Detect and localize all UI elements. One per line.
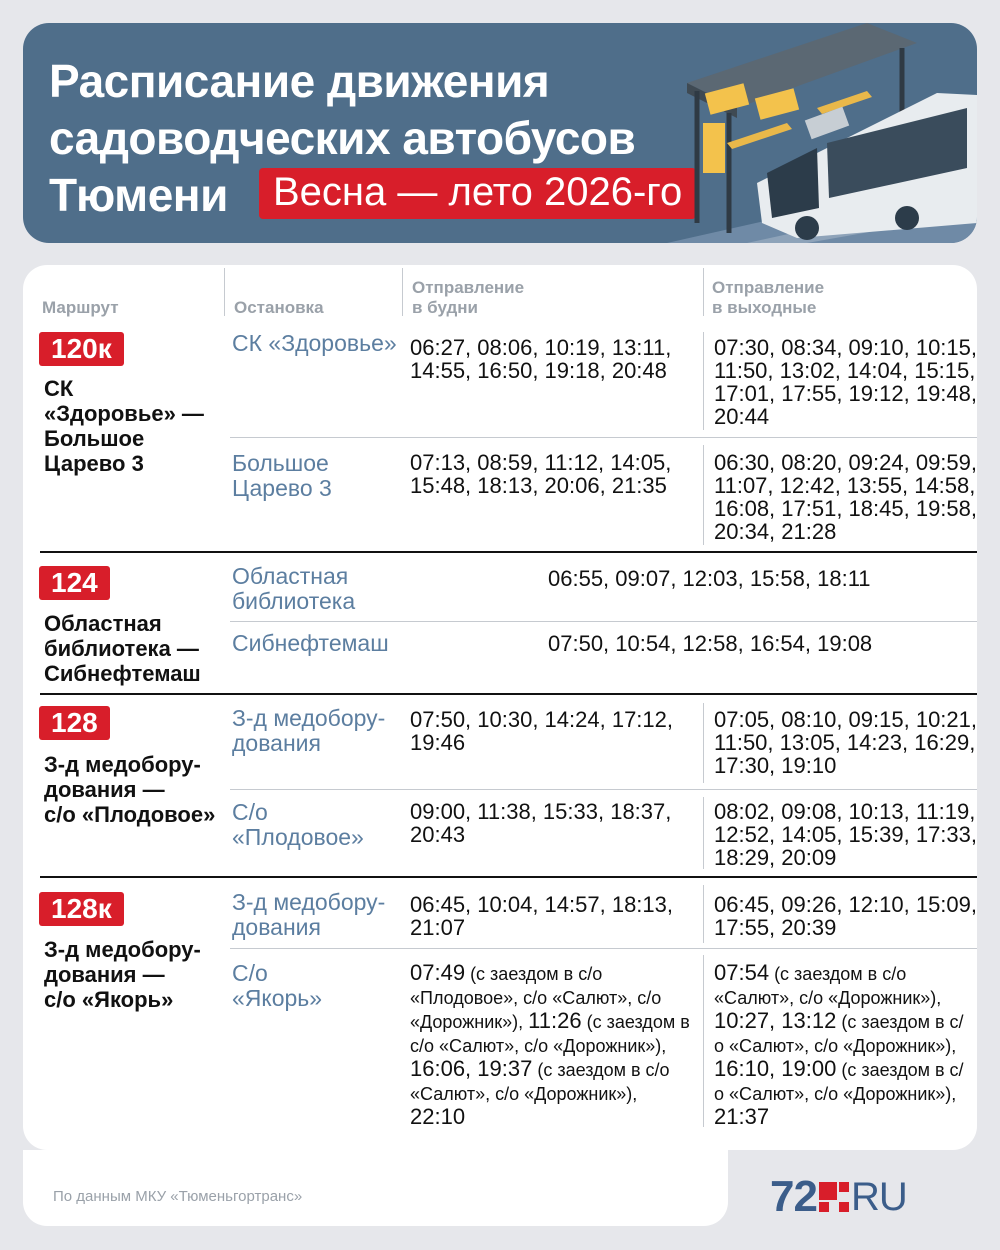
row-divider bbox=[230, 789, 977, 790]
time-note: (с заездом в с/о «Салют», с/о «Дорожник»), bbox=[714, 964, 942, 1008]
time-note: (с заездом в с/о «Салют», с/о «Дорожник»), bbox=[714, 1060, 964, 1104]
logo-number: 72 bbox=[770, 1172, 817, 1221]
weekday-times: 09:00, 11:38, 15:33, 18:37, 20:43 bbox=[410, 799, 672, 847]
divider bbox=[703, 885, 704, 943]
time: 11:26 bbox=[528, 1008, 582, 1033]
logo-text: RU bbox=[850, 1174, 907, 1219]
row-divider bbox=[230, 948, 977, 949]
weekday-times: 07:13, 08:59, 11:12, 14:05, 15:48, 18:13, 20:06, 21:35 bbox=[410, 450, 672, 498]
col-header-weekday: Отправление в будни bbox=[412, 278, 525, 317]
route-name-128: З-д медобору- дования — с/о «Плодовое» bbox=[44, 752, 216, 827]
weekend-times-with-notes bbox=[714, 961, 964, 1128]
season-badge: Весна — лето 2026-го bbox=[259, 168, 696, 219]
time-note: (с заездом в с/о «Салют», с/о «Дорожник»), bbox=[410, 1060, 670, 1104]
divider bbox=[224, 268, 225, 316]
weekend-times: 06:45, 09:26, 12:10, 15:09, 17:55, 20:39 bbox=[714, 892, 978, 940]
stop-name: Сибнефтемаш bbox=[232, 630, 389, 656]
divider bbox=[703, 703, 704, 783]
title-line-2: садоводческих автобусов bbox=[49, 112, 636, 164]
weekday-times: 06:27, 08:06, 10:19, 13:11, 14:55, 16:50, 19:18, 20:48 bbox=[410, 335, 672, 383]
divider bbox=[402, 268, 403, 316]
bus-stop-illustration bbox=[667, 23, 977, 243]
col-header-stop: Остановка bbox=[234, 298, 324, 317]
route-name-120k: СК «Здоровье» — Большое Царево 3 bbox=[44, 376, 204, 476]
source-note: По данным МКУ «Тюменьгортранс» bbox=[53, 1188, 303, 1205]
divider bbox=[703, 445, 704, 545]
stop-name: З-д медобору- дования bbox=[232, 889, 386, 940]
weekend-times: 07:05, 08:10, 09:15, 10:21, 11:50, 13:05, 14:23, 16:29, 17:30, 19:10 bbox=[714, 707, 978, 778]
time: 07:54 bbox=[714, 960, 770, 985]
col-header-route: Маршрут bbox=[42, 298, 119, 317]
time-note: (с заездом в с/о «Салют», с/о «Дорожник»), bbox=[714, 1012, 964, 1056]
stop-name: Большое Царево 3 bbox=[232, 450, 332, 501]
route-badge-128k: 128к bbox=[39, 892, 124, 926]
route-name-128k: З-д медобору- дования — с/о «Якорь» bbox=[44, 937, 201, 1012]
logo-square-icon bbox=[819, 1182, 849, 1212]
time: 16:06, 19:37 bbox=[410, 1056, 533, 1081]
divider bbox=[703, 797, 704, 869]
all-days-times: 07:50, 10:54, 12:58, 16:54, 19:08 bbox=[548, 631, 873, 656]
route-divider bbox=[40, 693, 977, 695]
divider bbox=[703, 955, 704, 1127]
all-days-times: 06:55, 09:07, 12:03, 15:58, 18:11 bbox=[548, 566, 871, 591]
row-divider bbox=[230, 621, 977, 622]
stop-name: С/о «Якорь» bbox=[232, 960, 323, 1011]
route-divider bbox=[40, 551, 977, 553]
weekend-times: 07:30, 08:34, 09:10, 10:15, 11:50, 13:02, 14:04, 15:15, 17:01, 17:55, 19:12, 19:48, 20:44 bbox=[714, 335, 978, 429]
weekday-times: 06:45, 10:04, 14:57, 18:13, 21:07 bbox=[410, 892, 674, 940]
stop-name: З-д медобору- дования bbox=[232, 705, 386, 756]
time-note: (с заездом в с/о «Салют», с/о «Дорожник»), bbox=[410, 1012, 690, 1056]
divider bbox=[703, 332, 704, 430]
time-note: (с заездом в с/о «Плодовое», с/о «Салют», с/о «Дорожник»), bbox=[410, 964, 662, 1032]
stop-name: С/о «Плодовое» bbox=[232, 799, 364, 850]
title-line-1: Расписание движения bbox=[49, 55, 550, 107]
logo-72ru bbox=[770, 1172, 907, 1221]
route-badge-120k: 120к bbox=[39, 332, 124, 366]
time: 22:10 bbox=[410, 1104, 466, 1129]
weekend-times: 06:30, 08:20, 09:24, 09:59, 11:07, 12:42, 13:55, 14:58, 16:08, 17:51, 18:45, 19:58, 20:34, 21:28 bbox=[714, 450, 978, 544]
stop-name: СК «Здоровье» bbox=[232, 330, 397, 356]
route-divider bbox=[40, 876, 977, 878]
weekend-times: 08:02, 09:08, 10:13, 11:19, 12:52, 14:05, 15:39, 17:33, 18:29, 20:09 bbox=[714, 799, 978, 870]
col-header-weekend: Отправление в выходные bbox=[712, 278, 825, 317]
footer bbox=[23, 1150, 728, 1226]
route-badge-124: 124 bbox=[39, 566, 110, 600]
time: 07:49 bbox=[410, 960, 466, 985]
time: 10:27, 13:12 bbox=[714, 1008, 837, 1033]
stop-name: Областная библиотека bbox=[232, 563, 356, 614]
row-divider bbox=[230, 437, 977, 438]
route-name-124: Областная библиотека — Сибнефтемаш bbox=[44, 611, 201, 686]
time: 16:10, 19:00 bbox=[714, 1056, 837, 1081]
header-banner bbox=[23, 23, 977, 243]
time: 21:37 bbox=[714, 1104, 770, 1129]
weekday-times: 07:50, 10:30, 14:24, 17:12, 19:46 bbox=[410, 707, 674, 755]
title-line-3: Тюмени bbox=[49, 169, 228, 221]
route-badge-128: 128 bbox=[39, 706, 110, 740]
divider bbox=[703, 268, 704, 316]
weekday-times-with-notes bbox=[410, 961, 695, 1128]
